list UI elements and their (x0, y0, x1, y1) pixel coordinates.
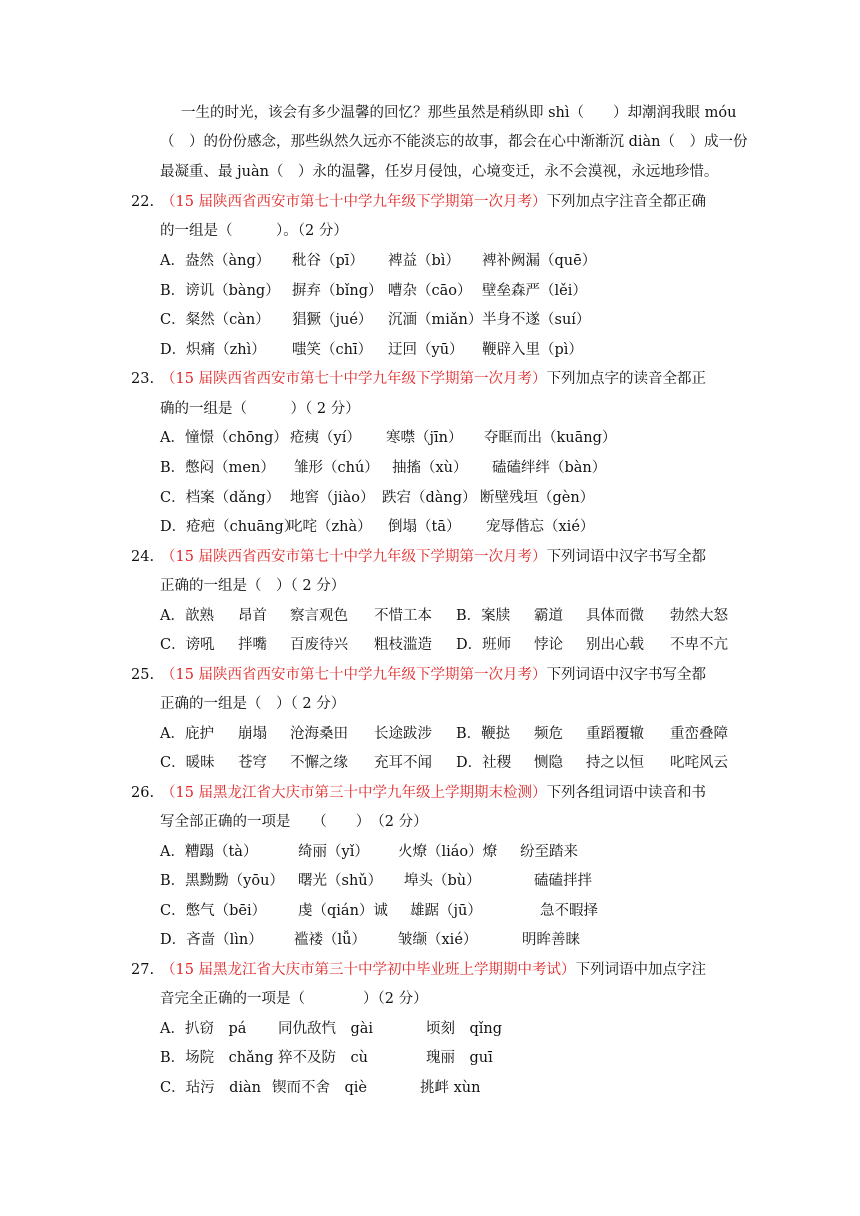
option-item: 疮痍（yí） (290, 430, 361, 446)
option-item: 抽搐（xù） (392, 460, 468, 476)
option-item: B．憋闷（men） (160, 460, 275, 476)
option-item: 夺眶而出（kuāng） (484, 430, 617, 446)
question-stem: 下列加点字注音全都正确 (546, 194, 707, 210)
option-item: 裨益（bì） (388, 253, 460, 269)
option-item: 重蹈覆辙 (586, 726, 644, 742)
option-item: 雄踞（jū） (410, 903, 482, 919)
option-item: 褴褛（lǚ） (294, 932, 366, 948)
option-item: 叱咤风云 (670, 755, 728, 771)
option-item: 察言观色 (290, 608, 348, 624)
intro-line-3: 最凝重、最 juàn（ ）永的温馨，任岁月侵蚀，心境变迁，永不会漠视，永远地珍惜。 (160, 164, 719, 180)
option-item: 同仇敌忾 gài (278, 1021, 374, 1037)
option-item: C．谤吼 (160, 637, 215, 653)
question-stem: 下列加点字的读音全都正 (546, 371, 707, 387)
option-item: 昂首 (238, 608, 267, 624)
question-stem-cont: 写全部正确的一项是 （ ） （2 分） (160, 814, 428, 830)
option-item: 断壁残垣（gèn） (480, 490, 595, 506)
option-item: 跌宕（dàng） (382, 490, 477, 506)
option-item: B．谤讥（bàng） (160, 283, 280, 299)
option-item: 频危 (534, 726, 563, 742)
option-item: 宠辱偕忘（xié） (486, 519, 595, 535)
option-item: 粗枝滥造 (374, 637, 432, 653)
question-stem: 下列词语中加点字注 (575, 962, 707, 978)
option-item: 鞭辟入里（pì） (482, 342, 583, 358)
question-stem: 下列词语中汉字书写全都 (546, 667, 707, 683)
option-item: C．粲然（càn） (160, 312, 270, 328)
option-item: 霸道 (534, 608, 563, 624)
question-26-header (131, 783, 706, 803)
option-item: A．憧憬（chōng） (160, 430, 288, 446)
option-item: 不懈之缘 (290, 755, 348, 771)
option-item: 顷刻 qǐng (426, 1021, 503, 1037)
question-24-header (131, 547, 706, 567)
question-source: （15 届陕西省西安市第七十中学九年级下学期第一次月考） (161, 667, 547, 683)
option-item: 秕谷（pī） (292, 253, 364, 269)
option-item: 磕磕绊绊（bàn） (492, 460, 607, 476)
option-item: 嘈杂（cāo） (388, 283, 472, 299)
option-item: C．暖昧 (160, 755, 215, 771)
option-item: 猖獗（jué） (292, 312, 373, 328)
option-item: 拌嘴 (238, 637, 267, 653)
question-27-header (131, 960, 706, 980)
option-item: 重峦叠障 (670, 726, 728, 742)
question-stem-cont: 的一组是（ ）。（2 分） (160, 223, 348, 239)
option-item: 不惜工本 (374, 608, 432, 624)
option-item: A．糟蹋（tà） (160, 844, 258, 860)
option-item: 雏形（chú） (294, 460, 379, 476)
question-source: （15 届黑龙江省大庆市第三十中学初中毕业班上学期期中考试） (161, 962, 576, 978)
option-item: 寒噤（jīn） (386, 430, 463, 446)
intro-line-2: （ ）的份份感念，那些纵然久远亦不能淡忘的故事，都会在心中渐渐沉 diàn（ ）成一份 (160, 134, 748, 150)
question-stem: 下列词语中汉字书写全都 (546, 549, 707, 565)
question-22-header (131, 192, 706, 212)
question-23-header (131, 369, 706, 389)
option-item: 地窖（jiào） (290, 490, 375, 506)
option-item: D．班师 (456, 637, 512, 653)
option-item: 别出心载 (586, 637, 644, 653)
option-item: B．案牍 (456, 608, 511, 624)
option-item: 长途跋涉 (374, 726, 432, 742)
option-item: D．吝啬（lìn） (160, 932, 263, 948)
question-stem-cont: 音完全正确的一项是（ ）（2 分） (160, 991, 428, 1007)
option-item: 叱咤（zhà） (288, 519, 372, 535)
option-item: 持之以恒 (586, 755, 644, 771)
question-source: （15 届陕西省西安市第七十中学九年级下学期第一次月考） (161, 371, 547, 387)
option-item: 明眸善睐 (522, 932, 580, 948)
option-item: 悖论 (534, 637, 563, 653)
option-item: A．盎然（àng） (160, 253, 271, 269)
option-item: 崩塌 (238, 726, 267, 742)
question-stem-cont: 正确的一组是（ ）（ 2 分） (160, 696, 346, 712)
question-number: 23. (131, 371, 155, 387)
option-item: 倒塌（tā） (388, 519, 461, 535)
option-item: 纷至踏来 (520, 844, 578, 860)
question-source: （15 届陕西省西安市第七十中学九年级下学期第一次月考） (161, 549, 547, 565)
option-item: 恻隐 (534, 755, 563, 771)
option-item: 百废待兴 (290, 637, 348, 653)
option-item: 埠头（bù） (404, 873, 481, 889)
option-item: 绮丽（yǐ） (298, 844, 369, 860)
option-item: 瑰丽 guī (426, 1050, 493, 1066)
question-25-header (131, 665, 706, 685)
question-stem-cont: 确的一组是（ ）（ 2 分） (160, 401, 360, 417)
option-item: 苍穹 (238, 755, 267, 771)
option-item: C．玷污 diàn (160, 1080, 261, 1096)
option-item: D．炽痛（zhì） (160, 342, 266, 358)
question-source: （15 届陕西省西安市第七十中学九年级下学期第一次月考） (161, 194, 547, 210)
option-item: C．憋气（bēi） (160, 903, 267, 919)
option-item: 不卑不亢 (670, 637, 728, 653)
option-item: 沧海桑田 (290, 726, 348, 742)
option-item: A．庇护 (160, 726, 214, 742)
option-item: B．黑黝黝（yōu） (160, 873, 284, 889)
question-number: 24. (131, 549, 155, 565)
option-item: A．歆熟 (160, 608, 214, 624)
option-item: 充耳不闻 (374, 755, 432, 771)
intro-line-1: 一生的时光，该会有多少温馨的回忆？那些虽然是稍纵即 shì（ ）却潮润我眼 móu (181, 105, 737, 121)
question-source: （15 届黑龙江省大庆市第三十中学九年级上学期期末检测） (161, 785, 547, 801)
question-number: 26. (131, 785, 155, 801)
option-item: 半身不遂（suí） (482, 312, 591, 328)
question-stem: 下列各组词语中读音和书 (546, 785, 707, 801)
option-item: 急不暇择 (540, 903, 598, 919)
option-item: 挑衅 xùn (420, 1080, 481, 1096)
option-item: 皱缬（xié） (398, 932, 478, 948)
option-item: 磕磕拌拌 (534, 873, 592, 889)
option-item: 猝不及防 cù (278, 1050, 368, 1066)
question-number: 22. (131, 194, 155, 210)
question-stem-cont: 正确的一组是（ ）（ 2 分） (160, 578, 346, 594)
option-item: 壁垒森严（lěi） (482, 283, 587, 299)
option-item: C．档案（dǎng） (160, 490, 281, 506)
option-item: A．扒窃 pá (160, 1021, 247, 1037)
option-item: 火燎（liáo）燎 (398, 844, 498, 860)
option-item: 锲而不舍 qiè (272, 1080, 368, 1096)
option-item: 裨补阙漏（quē） (482, 253, 597, 269)
option-item: 曙光（shǔ） (298, 873, 383, 889)
option-item: 摒弃（bǐng） (292, 283, 383, 299)
option-item: D．社稷 (456, 755, 512, 771)
option-item: B．场院 chǎng (160, 1050, 274, 1066)
question-number: 27. (131, 962, 155, 978)
option-item: D．疮疤（chuāng） (160, 519, 299, 535)
question-number: 25. (131, 667, 155, 683)
option-item: 勃然大怒 (670, 608, 728, 624)
option-item: 迂回（yū） (388, 342, 464, 358)
option-item: 虔（qián）诚 (298, 903, 388, 919)
option-item: 具体而微 (586, 608, 644, 624)
option-item: 嗤笑（chī） (292, 342, 373, 358)
option-item: B．鞭挞 (456, 726, 511, 742)
option-item: 沉湎（miǎn） (388, 312, 483, 328)
